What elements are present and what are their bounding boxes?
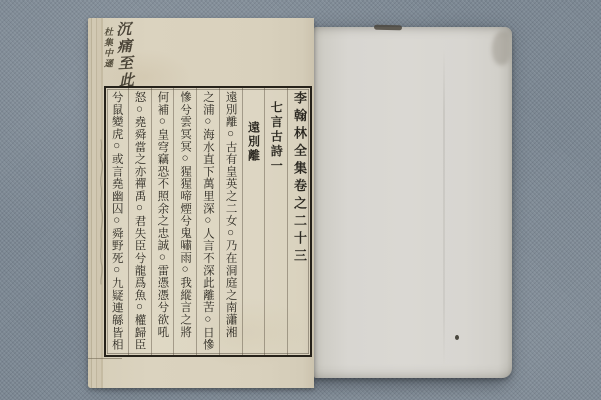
section-heading-column: 七言古詩一 [264, 88, 287, 355]
ink-smudge-top-edge [374, 25, 402, 31]
poem-text-column-2: 之浦○海水直下萬里深○人言不深此離苦○日慘 [196, 88, 219, 355]
handwritten-annotation-main: 沉痛至此 [113, 20, 136, 90]
corner-age-stain [492, 31, 510, 65]
right-blank-page [314, 27, 512, 378]
text-columns [106, 88, 310, 355]
left-printed-page [88, 18, 314, 388]
poem-title-column: 遠別離 [242, 88, 265, 355]
page-crease-line [443, 49, 445, 367]
ink-speck [455, 335, 459, 340]
poem-text-column-6: 兮鼠變虎○或言堯幽囚○舜野死○九疑連緜皆相 [110, 91, 123, 351]
poem-text-column-4: 何補○皇穹竊恐不照余之忠誠○雷憑憑兮欲吼 [151, 88, 174, 355]
poem-text-column-1: 遠別離○古有皇英之二女○乃在洞庭之南瀟湘 [219, 88, 242, 355]
leaf-edge-seam [88, 358, 122, 359]
poem-text-column-5: 怒○堯舜當之亦禪禹○君失臣兮龍爲魚○權歸臣 [128, 88, 151, 355]
handwritten-annotation-side: 杜集中遜 [102, 27, 112, 69]
poem-text-column-3: 慘兮雲冥冥○猩猩啼煙兮鬼嘯雨○我縱言之將 [173, 88, 196, 355]
volume-title-column: 李翰林全集卷之二十三 [287, 88, 310, 355]
printed-text-frame [104, 86, 312, 357]
